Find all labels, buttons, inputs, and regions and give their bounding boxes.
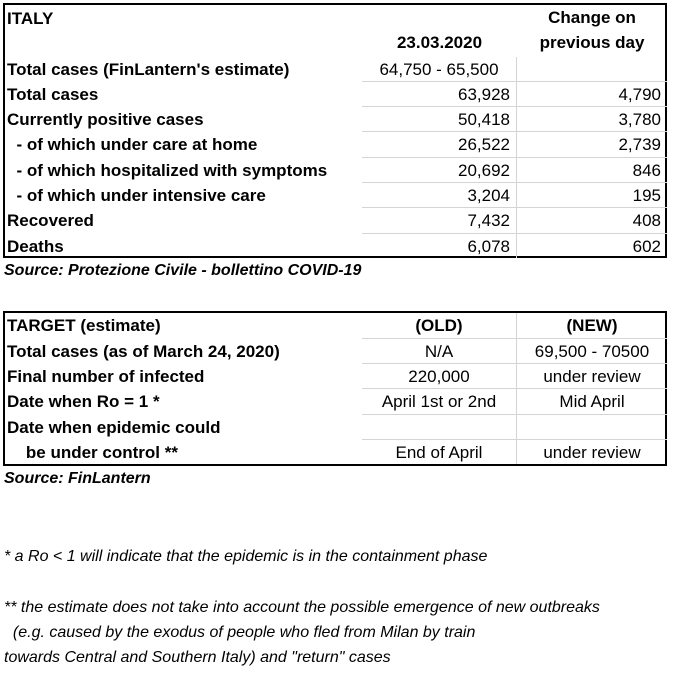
row-value: 20,692	[362, 158, 517, 183]
footnote-estimate-line3: towards Central and Southern Italy) and "return" cases	[4, 649, 391, 666]
row-old: N/A	[362, 339, 517, 364]
date-column-header	[362, 5, 517, 57]
row-value: 64,750 - 65,500	[362, 57, 517, 82]
row-label: be under control **	[7, 443, 178, 462]
change-column-header	[517, 5, 667, 57]
row-label: - of which under intensive care	[7, 186, 266, 205]
table-row	[5, 158, 665, 183]
table-row	[5, 57, 665, 82]
row-change: 3,780	[517, 107, 667, 132]
row-new: under review	[543, 443, 641, 462]
table-row	[5, 132, 665, 158]
row-label: Currently positive cases	[7, 110, 204, 129]
row-old: April 1st or 2nd	[362, 389, 517, 415]
table2-source: Source: FinLantern	[4, 470, 151, 487]
row-old: End of April	[362, 440, 517, 464]
row-label: Final number of infected	[7, 367, 205, 386]
table-row	[5, 208, 665, 234]
italy-cases-table	[3, 3, 667, 258]
row-value: 3,204	[362, 183, 517, 208]
table-row	[5, 107, 665, 132]
row-label: - of which under care at home	[7, 135, 258, 154]
row-old: 220,000	[362, 364, 517, 389]
row-value: 6,078	[362, 234, 517, 258]
change-header-line2: previous day	[539, 33, 645, 52]
row-label: Total cases (as of March 24, 2020)	[7, 342, 280, 361]
change-header-line1: Change on	[548, 8, 636, 27]
row-change: 4,790	[517, 82, 667, 107]
row-label: Recovered	[7, 211, 94, 230]
table-title: TARGET (estimate)	[7, 316, 161, 335]
table-title: ITALY	[7, 9, 54, 28]
row-new: under review	[517, 364, 667, 389]
row-label: - of which hospitalized with symptoms	[7, 161, 328, 180]
footnote-ro: * a Ro < 1 will indicate that the epidemic is in the containment phase	[4, 548, 488, 565]
row-new: Mid April	[517, 389, 667, 415]
row-label: Total cases (FinLantern's estimate)	[7, 60, 290, 79]
footnote-estimate-line1: ** the estimate does not take into account the possible emergence of new outbreaks	[4, 599, 600, 616]
table-row	[5, 364, 665, 389]
row-new: 69,500 - 70500	[517, 339, 667, 364]
table-row	[5, 389, 665, 415]
table-row	[5, 339, 665, 364]
row-change	[517, 57, 667, 82]
table-row	[5, 415, 665, 440]
row-value: 26,522	[362, 132, 517, 158]
row-label: Deaths	[7, 237, 64, 256]
footnote-estimate-line2: (e.g. caused by the exodus of people who fled from Milan by train	[4, 624, 476, 641]
row-value: 50,418	[362, 107, 517, 132]
table-row	[5, 440, 665, 464]
new-column-header: (NEW)	[517, 313, 667, 339]
table1-source: Source: Protezione Civile - bollettino COVID-19	[4, 262, 362, 279]
row-value: 63,928	[362, 82, 517, 107]
target-estimate-table	[3, 311, 667, 466]
row-label: Date when Ro = 1 *	[7, 392, 160, 411]
row-label: Total cases	[7, 85, 99, 104]
row-old	[362, 415, 517, 440]
date-header-text: 23.03.2020	[396, 33, 483, 52]
table-row	[5, 183, 665, 208]
table-row	[5, 234, 665, 258]
row-new	[517, 415, 667, 440]
table-header-row	[5, 5, 665, 57]
table-row	[5, 82, 665, 107]
row-change: 195	[517, 183, 667, 208]
row-value: 7,432	[362, 208, 517, 234]
table-header-row	[5, 313, 665, 339]
row-change: 602	[632, 237, 661, 256]
row-change: 2,739	[517, 132, 667, 158]
row-label: Date when epidemic could	[7, 418, 221, 437]
row-change: 408	[517, 208, 667, 234]
old-column-header: (OLD)	[362, 313, 517, 339]
row-change: 846	[517, 158, 667, 183]
